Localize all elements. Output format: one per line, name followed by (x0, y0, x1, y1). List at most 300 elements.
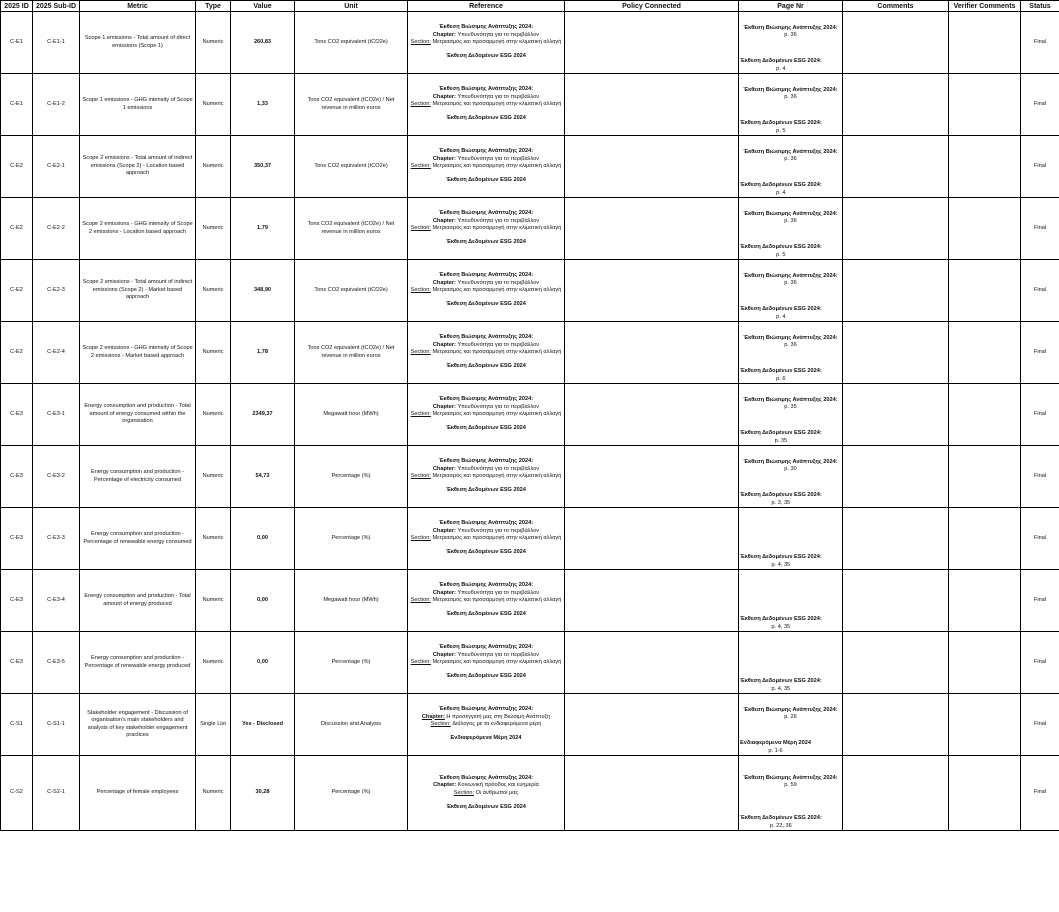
page-ref-number: p. 5 (776, 127, 786, 134)
unit-cell[interactable]: Tons CO2 equivalent (tCO2e) (295, 136, 408, 198)
page-ref-primary (741, 211, 840, 247)
reference-main (410, 148, 562, 170)
column-header[interactable]: Comments (843, 1, 949, 12)
chapter-label: Chapter: (432, 465, 456, 472)
page-ref-title: Έκθεση Βιώσιμης Ανάπτυξης 2024: (743, 775, 838, 781)
page-ref-number: p. 26 (784, 713, 797, 720)
id-cell[interactable]: C-E3 (1, 384, 33, 446)
page-ref-number: p. 4 (776, 313, 786, 320)
page-nr-cell[interactable] (739, 12, 843, 74)
page-ref-title: Ενδιαφερόμενα Μέρη 2024 (740, 740, 812, 747)
reference-cell[interactable] (408, 508, 565, 570)
id-cell[interactable]: C-E2 (1, 260, 33, 322)
metric-cell[interactable]: Scope 2 emissions - GHG intensity of Scope 2 emissions - Location based approach (80, 198, 196, 260)
reference-main (410, 644, 562, 666)
page-ref-title: Έκθεση Βιώσιμης Ανάπτυξης 2024: (743, 24, 838, 31)
column-header[interactable]: 2025 ID (1, 1, 33, 12)
page-ref-secondary (740, 244, 822, 259)
reference-main (410, 582, 562, 604)
metric-cell[interactable]: Energy consumption and production - Percentage of renewable energy consumed (80, 508, 196, 570)
page-nr-cell[interactable] (739, 570, 843, 632)
status-cell[interactable]: Final (1021, 756, 1059, 831)
metric-cell[interactable]: Energy consumption and production - Total amount of energy produced (80, 570, 196, 632)
page-ref-secondary (740, 120, 822, 135)
reference-chapter: Υπευθυνότητα για το περιβάλλον (457, 651, 540, 658)
reference-cell[interactable] (408, 12, 565, 74)
policy-cell[interactable] (565, 632, 739, 694)
page-ref-number: p. 36 (784, 279, 797, 286)
chapter-label: Chapter: (432, 589, 456, 596)
id-cell[interactable]: C-E3 (1, 508, 33, 570)
type-cell[interactable]: Numeric (196, 12, 231, 74)
status-cell[interactable]: Final (1021, 384, 1059, 446)
page-ref-number: p. 22, 36 (769, 822, 792, 829)
reference-secondary: Ενδιαφερόμενα Μέρη 2024 (450, 735, 522, 742)
page-ref-number: p. 4, 35 (771, 561, 791, 568)
verifier-comments-cell[interactable] (949, 74, 1021, 136)
unit-cell[interactable]: Percentage (%) (295, 508, 408, 570)
page-ref-number: p. 6 (776, 375, 786, 382)
status-cell[interactable]: Final (1021, 632, 1059, 694)
status-cell[interactable]: Final (1021, 570, 1059, 632)
value-cell[interactable]: 1,79 (231, 198, 295, 260)
reference-title: Έκθεση Βιώσιμης Ανάπτυξης 2024: (438, 210, 534, 217)
page-ref-title: Έκθεση Δεδομένων ESG 2024: (740, 182, 822, 189)
sub-id-cell[interactable]: C-E3-1 (33, 384, 80, 446)
chapter-label: Chapter: (433, 782, 457, 789)
verifier-comments-cell[interactable] (949, 260, 1021, 322)
chapter-label: Chapter: (432, 31, 456, 38)
verifier-comments-cell[interactable] (949, 198, 1021, 260)
verifier-comments-cell[interactable] (949, 322, 1021, 384)
reference-chapter: Υπευθυνότητα για το περιβάλλον (457, 31, 540, 38)
comments-cell[interactable] (843, 570, 949, 632)
page-ref-secondary (740, 815, 822, 830)
policy-cell[interactable] (565, 74, 739, 136)
page-ref-title: Έκθεση Βιώσιμης Ανάπτυξης 2024: (743, 706, 838, 713)
id-cell[interactable]: C-E3 (1, 632, 33, 694)
page-nr-cell[interactable] (739, 136, 843, 198)
metric-cell[interactable]: Energy consumption and production - Percentage of renewable energy produced (80, 632, 196, 694)
metric-cell[interactable]: Scope 1 emissions - GHG intensity of Scope 1 emissions (80, 74, 196, 136)
sub-id-cell[interactable]: C-E3-4 (33, 570, 80, 632)
page-ref-title: Έκθεση Δεδομένων ESG 2024: (740, 815, 822, 822)
reference-chapter: Υπευθυνότητα για το περιβάλλον (457, 279, 540, 286)
reference-secondary: Έκθεση Δεδομένων ESG 2024 (446, 549, 526, 556)
value-cell[interactable]: 54,73 (231, 446, 295, 508)
unit-cell[interactable]: Tons CO2 equivalent (tCO2e) (295, 12, 408, 74)
sub-id-cell[interactable]: C-E1-1 (33, 12, 80, 74)
reference-section: Οι άνθρωποί μας (475, 789, 519, 796)
status-cell[interactable]: Final (1021, 508, 1059, 570)
reference-chapter: Υπευθυνότητα για το περιβάλλον (457, 217, 540, 224)
page-nr-cell[interactable] (739, 446, 843, 508)
page-ref-secondary (740, 492, 822, 507)
reference-cell[interactable] (408, 136, 565, 198)
type-cell[interactable]: Numeric (196, 74, 231, 136)
sub-id-cell[interactable]: C-S1-1 (33, 694, 80, 756)
metric-cell[interactable]: Energy consumption and production - Total amount of energy consumed within the organisation (80, 384, 196, 446)
comments-cell[interactable] (843, 756, 949, 831)
status-cell[interactable]: Final (1021, 260, 1059, 322)
status-cell[interactable]: Final (1021, 198, 1059, 260)
id-cell[interactable]: C-S2 (1, 756, 33, 831)
reference-section: Μετριασμός και προσαρμογή στην κλιματική αλλαγή (432, 101, 562, 107)
reference-secondary: Έκθεση Δεδομένων ESG 2024 (446, 363, 526, 370)
comments-cell[interactable] (843, 508, 949, 570)
unit-cell[interactable]: Megawatt hour (MWh) (295, 384, 408, 446)
page-ref-title: Έκθεση Δεδομένων ESG 2024: (740, 554, 822, 561)
reference-cell[interactable] (408, 198, 565, 260)
id-cell[interactable]: C-E2 (1, 322, 33, 384)
verifier-comments-cell[interactable] (949, 632, 1021, 694)
policy-cell[interactable] (565, 570, 739, 632)
value-cell[interactable]: 1,78 (231, 322, 295, 384)
value-cell[interactable]: 260,83 (231, 12, 295, 74)
value-cell[interactable]: 348,90 (231, 260, 295, 322)
status-cell[interactable]: Final (1021, 136, 1059, 198)
page-nr-cell[interactable] (739, 508, 843, 570)
page-ref-number: p. 4, 35 (771, 623, 791, 630)
column-header[interactable]: Reference (408, 1, 565, 12)
page-ref-title: Έκθεση Βιώσιμης Ανάπτυξης 2024: (743, 86, 838, 93)
value-cell[interactable]: 0,00 (231, 570, 295, 632)
reference-main (410, 334, 562, 356)
reference-cell[interactable] (408, 74, 565, 136)
verifier-comments-cell[interactable] (949, 446, 1021, 508)
section-label: Section: (410, 225, 431, 231)
reference-main (410, 458, 562, 480)
section-label: Section: (410, 101, 431, 107)
table-row (1, 694, 1059, 756)
metric-cell[interactable]: Percentage of female employees (80, 756, 196, 831)
reference-chapter: Υπευθυνότητα για το περιβάλλον (457, 589, 540, 596)
reference-title: Έκθεση Βιώσιμης Ανάπτυξης 2024: (438, 396, 534, 403)
page-ref-title: Έκθεση Δεδομένων ESG 2024: (740, 430, 822, 437)
reference-section: Μετριασμός και προσαρμογή στην κλιματική αλλαγή (432, 39, 562, 45)
policy-cell[interactable] (565, 446, 739, 508)
reference-title: Έκθεση Βιώσιμης Ανάπτυξης 2024: (438, 520, 534, 527)
reference-title: Έκθεση Βιώσιμης Ανάπτυξης 2024: (438, 644, 534, 651)
table-row (1, 756, 1059, 831)
reference-cell[interactable] (408, 446, 565, 508)
page-ref-primary (741, 397, 840, 433)
page-ref-primary (741, 645, 840, 681)
reference-secondary: Έκθεση Δεδομένων ESG 2024 (446, 115, 526, 122)
table-row (1, 12, 1059, 74)
sub-id-cell[interactable]: C-E3-3 (33, 508, 80, 570)
sub-id-cell[interactable]: C-E2-1 (33, 136, 80, 198)
value-cell[interactable]: 0,00 (231, 508, 295, 570)
type-cell[interactable]: Numeric (196, 632, 231, 694)
verifier-comments-cell[interactable] (949, 384, 1021, 446)
page-nr-cell[interactable] (739, 694, 843, 756)
verifier-comments-cell[interactable] (949, 508, 1021, 570)
policy-cell[interactable] (565, 136, 739, 198)
value-cell[interactable]: 0,00 (231, 632, 295, 694)
reference-title: Έκθεση Βιώσιμης Ανάπτυξης 2024: (438, 86, 534, 93)
chapter-label: Chapter: (432, 93, 456, 100)
reference-title: Έκθεση Βιώσιμης Ανάπτυξης 2024: (438, 706, 534, 713)
status-cell[interactable]: Final (1021, 74, 1059, 136)
chapter-label: Chapter: (432, 341, 456, 348)
unit-cell[interactable]: Discussion and Analysis (295, 694, 408, 756)
id-cell[interactable]: C-E2 (1, 136, 33, 198)
reference-main (410, 272, 562, 294)
page-nr-cell[interactable] (739, 260, 843, 322)
reference-section: Μετριασμός και προσαρμογή στην κλιματική αλλαγή (432, 597, 562, 603)
column-header[interactable]: Unit (295, 1, 408, 12)
policy-cell[interactable] (565, 12, 739, 74)
page-nr-cell[interactable] (739, 198, 843, 260)
id-cell[interactable]: C-E3 (1, 446, 33, 508)
unit-cell[interactable]: Percentage (%) (295, 756, 408, 831)
page-nr-cell[interactable] (739, 632, 843, 694)
metric-cell[interactable]: Scope 2 emissions - Total amount of indirect emissions (Scope 2) - Location based approach (80, 136, 196, 198)
policy-cell[interactable] (565, 322, 739, 384)
value-cell[interactable]: 350,37 (231, 136, 295, 198)
type-cell[interactable]: Numeric (196, 136, 231, 198)
page-nr-cell[interactable] (739, 74, 843, 136)
page-ref-title: Έκθεση Δεδομένων ESG 2024: (740, 244, 822, 251)
page-ref-title: Έκθεση Βιώσιμης Ανάπτυξης 2024: (743, 396, 838, 403)
reference-section: Διάλογος με τα ενδιαφερόμενα μέρη (452, 721, 542, 727)
table-row (1, 570, 1059, 632)
page-ref-title: Έκθεση Βιώσιμης Ανάπτυξης 2024: (743, 272, 838, 279)
verifier-comments-cell[interactable] (949, 136, 1021, 198)
metric-cell[interactable]: Energy consumption and production - Percentage of electricity consumed (80, 446, 196, 508)
unit-cell[interactable]: Tons CO2 equivalent (tCO2e) (295, 260, 408, 322)
value-cell[interactable]: 30,28 (231, 756, 295, 831)
id-cell[interactable]: C-E1 (1, 74, 33, 136)
reference-main (410, 86, 562, 108)
section-label: Section: (410, 39, 431, 45)
reference-main (410, 210, 562, 232)
page-ref-title: Έκθεση Δεδομένων ESG 2024: (740, 678, 822, 685)
id-cell[interactable]: C-S1 (1, 694, 33, 756)
page-ref-primary (741, 775, 840, 811)
metric-cell[interactable]: Stakeholder engagement - Discussion of organisation's main stakeholders and analysis of key stakeholder engagement practices (80, 694, 196, 756)
id-cell[interactable]: C-E3 (1, 570, 33, 632)
sub-id-cell[interactable]: C-S2-1 (33, 756, 80, 831)
comments-cell[interactable] (843, 632, 949, 694)
page-ref-secondary (740, 616, 822, 631)
column-header[interactable]: Metric (80, 1, 196, 12)
type-cell[interactable]: Numeric (196, 384, 231, 446)
reference-title: Έκθεση Βιώσιμης Ανάπτυξης 2024: (438, 458, 534, 465)
reference-title: Έκθεση Βιώσιμης Ανάπτυξης 2024: (438, 774, 534, 781)
verifier-comments-cell[interactable] (949, 12, 1021, 74)
verifier-comments-cell[interactable] (949, 570, 1021, 632)
reference-main (410, 775, 562, 797)
section-label: Section: (453, 789, 475, 796)
reference-cell[interactable] (408, 384, 565, 446)
comments-cell[interactable] (843, 260, 949, 322)
unit-cell[interactable]: Tons CO2 equivalent (tCO2e) / Net revenue in million euros (295, 322, 408, 384)
sub-id-cell[interactable]: C-E1-2 (33, 74, 80, 136)
metric-cell[interactable]: Scope 2 emissions - GHG intensity of Scope 2 emissions - Market based approach (80, 322, 196, 384)
reference-title: Έκθεση Βιώσιμης Ανάπτυξης 2024: (438, 334, 534, 341)
page-ref-primary (741, 335, 840, 371)
page-ref-title: Έκθεση Βιώσιμης Ανάπτυξης 2024: (743, 148, 838, 155)
comments-cell[interactable] (843, 136, 949, 198)
id-cell[interactable]: C-E1 (1, 12, 33, 74)
page-ref-primary (741, 149, 840, 185)
section-label: Section: (430, 721, 451, 727)
page-ref-number: p. 30 (784, 465, 797, 472)
unit-cell[interactable]: Tons CO2 equivalent (tCO2e) / Net revenue in million euros (295, 74, 408, 136)
metric-cell[interactable]: Scope 2 emissions - Total amount of indirect emissions (Scope 2) - Market based approach (80, 260, 196, 322)
section-label: Section: (410, 411, 431, 417)
table-row (1, 322, 1059, 384)
reference-secondary: Έκθεση Δεδομένων ESG 2024 (446, 611, 526, 618)
page-ref-title: Έκθεση Βιώσιμης Ανάπτυξης 2024: (743, 210, 838, 217)
reference-chapter: Υπευθυνότητα για το περιβάλλον (457, 341, 540, 348)
type-cell[interactable]: Numeric (196, 756, 231, 831)
reference-title: Έκθεση Βιώσιμης Ανάπτυξης 2024: (438, 24, 534, 31)
chapter-label: Chapter: (432, 403, 456, 410)
column-header[interactable]: Verifier Comments (949, 1, 1021, 12)
type-cell[interactable]: Numeric (196, 446, 231, 508)
comments-cell[interactable] (843, 694, 949, 756)
sub-id-cell[interactable]: C-E2-3 (33, 260, 80, 322)
section-label: Section: (410, 349, 431, 355)
page-ref-title: Έκθεση Δεδομένων ESG 2024: (740, 58, 822, 65)
page-nr-cell[interactable] (739, 756, 843, 831)
reference-cell[interactable] (408, 756, 565, 831)
page-ref-primary (741, 583, 840, 619)
policy-cell[interactable] (565, 260, 739, 322)
section-label: Section: (410, 473, 431, 479)
page-ref-primary (741, 459, 840, 495)
verifier-comments-cell[interactable] (949, 694, 1021, 756)
reference-chapter: Υπευθυνότητα για το περιβάλλον (457, 465, 540, 472)
reference-cell[interactable] (408, 694, 565, 756)
status-cell[interactable]: Final (1021, 694, 1059, 756)
page-ref-number: p. 36 (784, 93, 797, 100)
type-cell[interactable]: Numeric (196, 508, 231, 570)
value-cell[interactable]: Yes - Disclosed (231, 694, 295, 756)
sub-id-cell[interactable]: C-E2-4 (33, 322, 80, 384)
page-ref-number: p. 59 (784, 782, 797, 789)
reference-chapter: Υπευθυνότητα για το περιβάλλον (457, 155, 540, 162)
table-row (1, 198, 1059, 260)
verifier-comments-cell[interactable] (949, 756, 1021, 831)
reference-chapter: Υπευθυνότητα για το περιβάλλον (457, 403, 540, 410)
type-cell[interactable]: Numeric (196, 198, 231, 260)
comments-cell[interactable] (843, 322, 949, 384)
unit-cell[interactable]: Tons CO2 equivalent (tCO2e) / Net revenue in million euros (295, 198, 408, 260)
policy-cell[interactable] (565, 384, 739, 446)
page-ref-secondary (740, 678, 822, 693)
chapter-label: Chapter: (432, 155, 456, 162)
type-cell[interactable]: Numeric (196, 570, 231, 632)
unit-cell[interactable]: Megawatt hour (MWh) (295, 570, 408, 632)
metric-cell[interactable]: Scope 1 emissions - Total amount of direct emissions (Scope 1) (80, 12, 196, 74)
sub-id-cell[interactable]: C-E3-5 (33, 632, 80, 694)
page-ref-number: p. 36 (784, 341, 797, 348)
reference-section: Μετριασμός και προσαρμογή στην κλιματική αλλαγή (432, 225, 562, 231)
page-ref-title: Έκθεση Βιώσιμης Ανάπτυξης 2024: (743, 458, 838, 465)
page-ref-primary (741, 87, 840, 123)
reference-section: Μετριασμός και προσαρμογή στην κλιματική αλλαγή (432, 659, 562, 665)
value-cell[interactable]: 1,33 (231, 74, 295, 136)
reference-cell[interactable] (408, 570, 565, 632)
reference-section: Μετριασμός και προσαρμογή στην κλιματική αλλαγή (432, 349, 562, 355)
policy-cell[interactable] (565, 694, 739, 756)
table-row (1, 74, 1059, 136)
reference-chapter: Κοινωνική πρόοδος και ευημερία (457, 782, 539, 789)
column-header[interactable]: Status (1021, 1, 1059, 12)
comments-cell[interactable] (843, 12, 949, 74)
policy-cell[interactable] (565, 198, 739, 260)
unit-cell[interactable]: Percentage (%) (295, 446, 408, 508)
status-cell[interactable]: Final (1021, 322, 1059, 384)
page-ref-primary (741, 25, 840, 61)
column-header[interactable]: Type (196, 1, 231, 12)
reference-section: Μετριασμός και προσαρμογή στην κλιματική αλλαγή (432, 535, 562, 541)
section-label: Section: (410, 163, 431, 169)
page-ref-secondary (740, 368, 822, 383)
comments-cell[interactable] (843, 446, 949, 508)
reference-section: Μετριασμός και προσαρμογή στην κλιματική αλλαγή (432, 287, 562, 293)
page-ref-number: p. 36 (784, 155, 797, 162)
type-cell[interactable]: Numeric (196, 260, 231, 322)
reference-secondary: Έκθεση Δεδομένων ESG 2024 (446, 673, 526, 680)
page-ref-number: p. 3, 35 (771, 499, 791, 506)
page-ref-secondary (740, 306, 822, 321)
sub-id-cell[interactable]: C-E2-2 (33, 198, 80, 260)
column-header[interactable]: Value (231, 1, 295, 12)
type-cell[interactable]: Single List (196, 694, 231, 756)
reference-section: Μετριασμός και προσαρμογή στην κλιματική αλλαγή (432, 163, 562, 169)
page-ref-title: Έκθεση Δεδομένων ESG 2024: (740, 616, 822, 623)
reference-chapter: Υπευθυνότητα για το περιβάλλον (457, 93, 540, 100)
table-row (1, 136, 1059, 198)
table-row (1, 632, 1059, 694)
column-header[interactable]: Page Nr (739, 1, 843, 12)
status-cell[interactable]: Final (1021, 446, 1059, 508)
comments-cell[interactable] (843, 74, 949, 136)
reference-title: Έκθεση Βιώσιμης Ανάπτυξης 2024: (438, 582, 534, 589)
page-nr-cell[interactable] (739, 384, 843, 446)
id-cell[interactable]: C-E2 (1, 198, 33, 260)
page-ref-number: p. 1-6 (768, 747, 783, 754)
sub-id-cell[interactable]: C-E3-2 (33, 446, 80, 508)
page-ref-primary (741, 521, 840, 557)
unit-cell[interactable]: Percentage (%) (295, 632, 408, 694)
policy-cell[interactable] (565, 508, 739, 570)
comments-cell[interactable] (843, 384, 949, 446)
policy-cell[interactable] (565, 756, 739, 831)
page-ref-number: p. 36 (784, 31, 797, 38)
reference-main (410, 24, 562, 46)
reference-secondary: Έκθεση Δεδομένων ESG 2024 (446, 803, 526, 810)
page-ref-title: Έκθεση Δεδομένων ESG 2024: (740, 120, 822, 127)
status-cell[interactable]: Final (1021, 12, 1059, 74)
column-header[interactable]: Policy Connected (565, 1, 739, 12)
reference-cell[interactable] (408, 260, 565, 322)
type-cell[interactable]: Numeric (196, 322, 231, 384)
value-cell[interactable]: 2349,37 (231, 384, 295, 446)
reference-section: Μετριασμός και προσαρμογή στην κλιματική αλλαγή (432, 473, 562, 479)
reference-cell[interactable] (408, 632, 565, 694)
comments-cell[interactable] (843, 198, 949, 260)
page-nr-cell[interactable] (739, 322, 843, 384)
reference-secondary: Έκθεση Δεδομένων ESG 2024 (446, 301, 526, 308)
reference-cell[interactable] (408, 322, 565, 384)
column-header[interactable]: 2025 Sub-ID (33, 1, 80, 12)
